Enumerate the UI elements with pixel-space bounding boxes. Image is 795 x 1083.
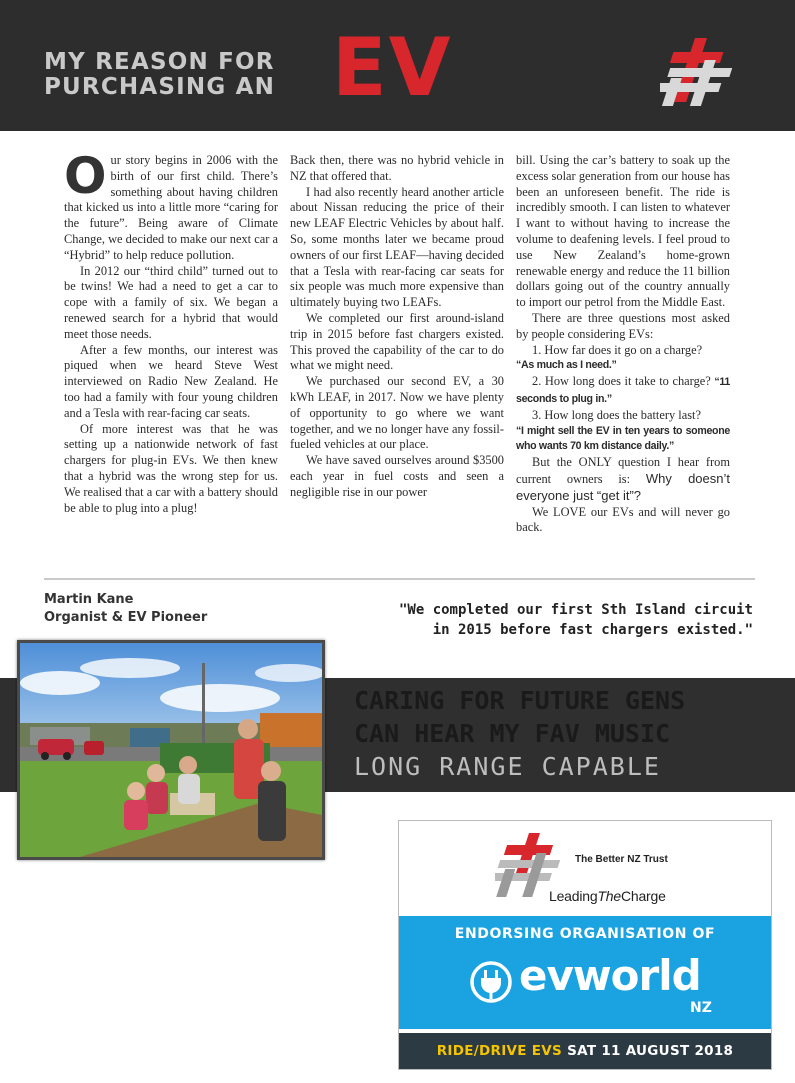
article-paragraph: I had also recently heard another article about Nissan reducing the price of their new LEAF Electric Vehicles by about half. So, some months later we became proud owners of our first LEAF—having decided that a Tesla with rear-facing car seats for six people was much more expensive than ultimately buying two LEAFs. (290, 184, 504, 310)
reason-line-3: LONG RANGE CAPABLE (354, 752, 661, 781)
header-title-line2: PURCHASING AN (44, 74, 276, 100)
leading-word: Leading (549, 888, 598, 904)
hash-logo-icon (660, 38, 744, 108)
paragraph-text: ur story begins in 2006 with the birth of our first child. There’s something about having children that kicked us into a little more “caring for the future”. Being aware of Climate Change, we decided to make our next car a “Hybrid” to help reduce pollution. (64, 153, 278, 262)
faq-answer-text: “I might sell the EV in ten years to someone who wants 70 km distance daily.” (516, 424, 730, 453)
author-block (44, 591, 207, 627)
pull-quote-line1: "We completed our first Sth Island circuit (398, 602, 753, 618)
trust-name: The Better NZ Trust (575, 854, 668, 865)
article-paragraph: We purchased our second EV, a 30 kWh LEAF, in 2017. Now we have plenty of opportunity to go where we want together, and we no longer have any fossil-fueled vehicles at our place. (290, 374, 504, 452)
faq-question (516, 374, 730, 408)
article-paragraph: There are three questions most asked by people considering EVs: (516, 310, 730, 341)
promo-box (398, 820, 772, 1070)
article-paragraph: bill. Using the car’s battery to soak up the excess solar generation from our house has been an unforeseen benefit. The ride is incredibly smooth. I can listen to whatever I want to without having to increase the volume to deafening levels. I feel proud to use New Zealand’s home-grown renewable energy and reduce the 11 billion dollars going out of the country annually to import our petrol from the Middle East. (516, 153, 730, 310)
plug-icon (469, 960, 513, 1004)
faq-question: 3. How long does the battery last? (532, 407, 701, 422)
article-paragraph: Back then, there was no hybrid vehicle in NZ that offered that. (290, 153, 504, 183)
leading-the-charge (549, 888, 666, 904)
event-date: SAT 11 AUGUST 2018 (567, 1043, 734, 1059)
event-ride-drive: RIDE/DRIVE EVS (436, 1043, 563, 1059)
article-column-2 (290, 153, 504, 568)
pull-quote (399, 600, 753, 640)
article-paragraph (64, 153, 278, 264)
faq-answer (516, 358, 730, 374)
faq-question: 1. How far does it go on a charge? (532, 342, 703, 357)
family-photo (17, 640, 325, 860)
divider (44, 578, 755, 580)
author-name: Martin Kane (44, 592, 134, 607)
article-column-1 (64, 153, 278, 568)
article-paragraph: We have saved ourselves around $3500 each year in fuel costs and seen a negligible rise in our power (290, 453, 504, 499)
pull-quote-line2: in 2015 before fast chargers existed." (432, 622, 753, 638)
faq-question-text: 2. How long does it take to charge? (532, 374, 711, 389)
article-paragraph: Of more interest was that he was setting up a nationwide network of fast chargers for plug-in EVs. We then knew that a hybrid was the wrong step for us. We realised that a car with a battery should be able to plug into a plug! (64, 421, 278, 515)
family-photo-image (20, 643, 322, 857)
faq-answer-text: “As much as I need.” (516, 359, 617, 372)
article-paragraph: We completed our first around-island trip in 2015 before fast chargers existed. This proved the capability of the car to do what we might need. (290, 310, 504, 373)
evworld-panel (399, 916, 771, 1029)
article-body (64, 153, 730, 568)
reason-line-1: CARING FOR FUTURE GENS (354, 686, 686, 715)
endorse-heading: ENDORSING ORGANISATION OF (454, 926, 716, 942)
header-banner (0, 0, 795, 131)
article-paragraph: In 2012 our “third child” turned out to be twins! We had a need to get a car to cope with a family of six. We began a renewed search for a hybrid that would meet those needs. (64, 263, 278, 341)
faq-answer-text: “11 seconds to plug in.” (516, 376, 730, 405)
faq-answer (516, 424, 730, 456)
header-title (44, 50, 275, 100)
charge-word: Charge (620, 888, 666, 904)
trust-logo-area (399, 821, 771, 915)
article-column-3 (516, 153, 730, 568)
header-title-line1: MY REASON FOR (44, 49, 275, 75)
reason-line-2: CAN HEAR MY FAV MUSIC (354, 719, 671, 748)
event-banner (399, 1033, 771, 1069)
article-paragraph (516, 455, 730, 504)
paragraph-text: But the ONLY question I hear from current owners is: (516, 455, 730, 486)
header-title-ev: EV (332, 21, 453, 114)
author-role: Organist & EV Pioneer (44, 610, 208, 625)
article-paragraph: After a few months, our interest was piqued when we heard Steve West interviewed on Radio New Zealand. He too had a family with four young children and a Tesla with rear-facing car seats. (64, 342, 278, 420)
evworld-wordmark: evworld (519, 951, 701, 1000)
the-word: The (597, 888, 621, 904)
evworld-nz: NZ (690, 1000, 712, 1016)
article-paragraph: We LOVE our EVs and will never go back. (516, 504, 730, 535)
why-question: Why doesn’t everyone just “get it”? (516, 470, 730, 503)
drop-cap: O (64, 153, 107, 205)
